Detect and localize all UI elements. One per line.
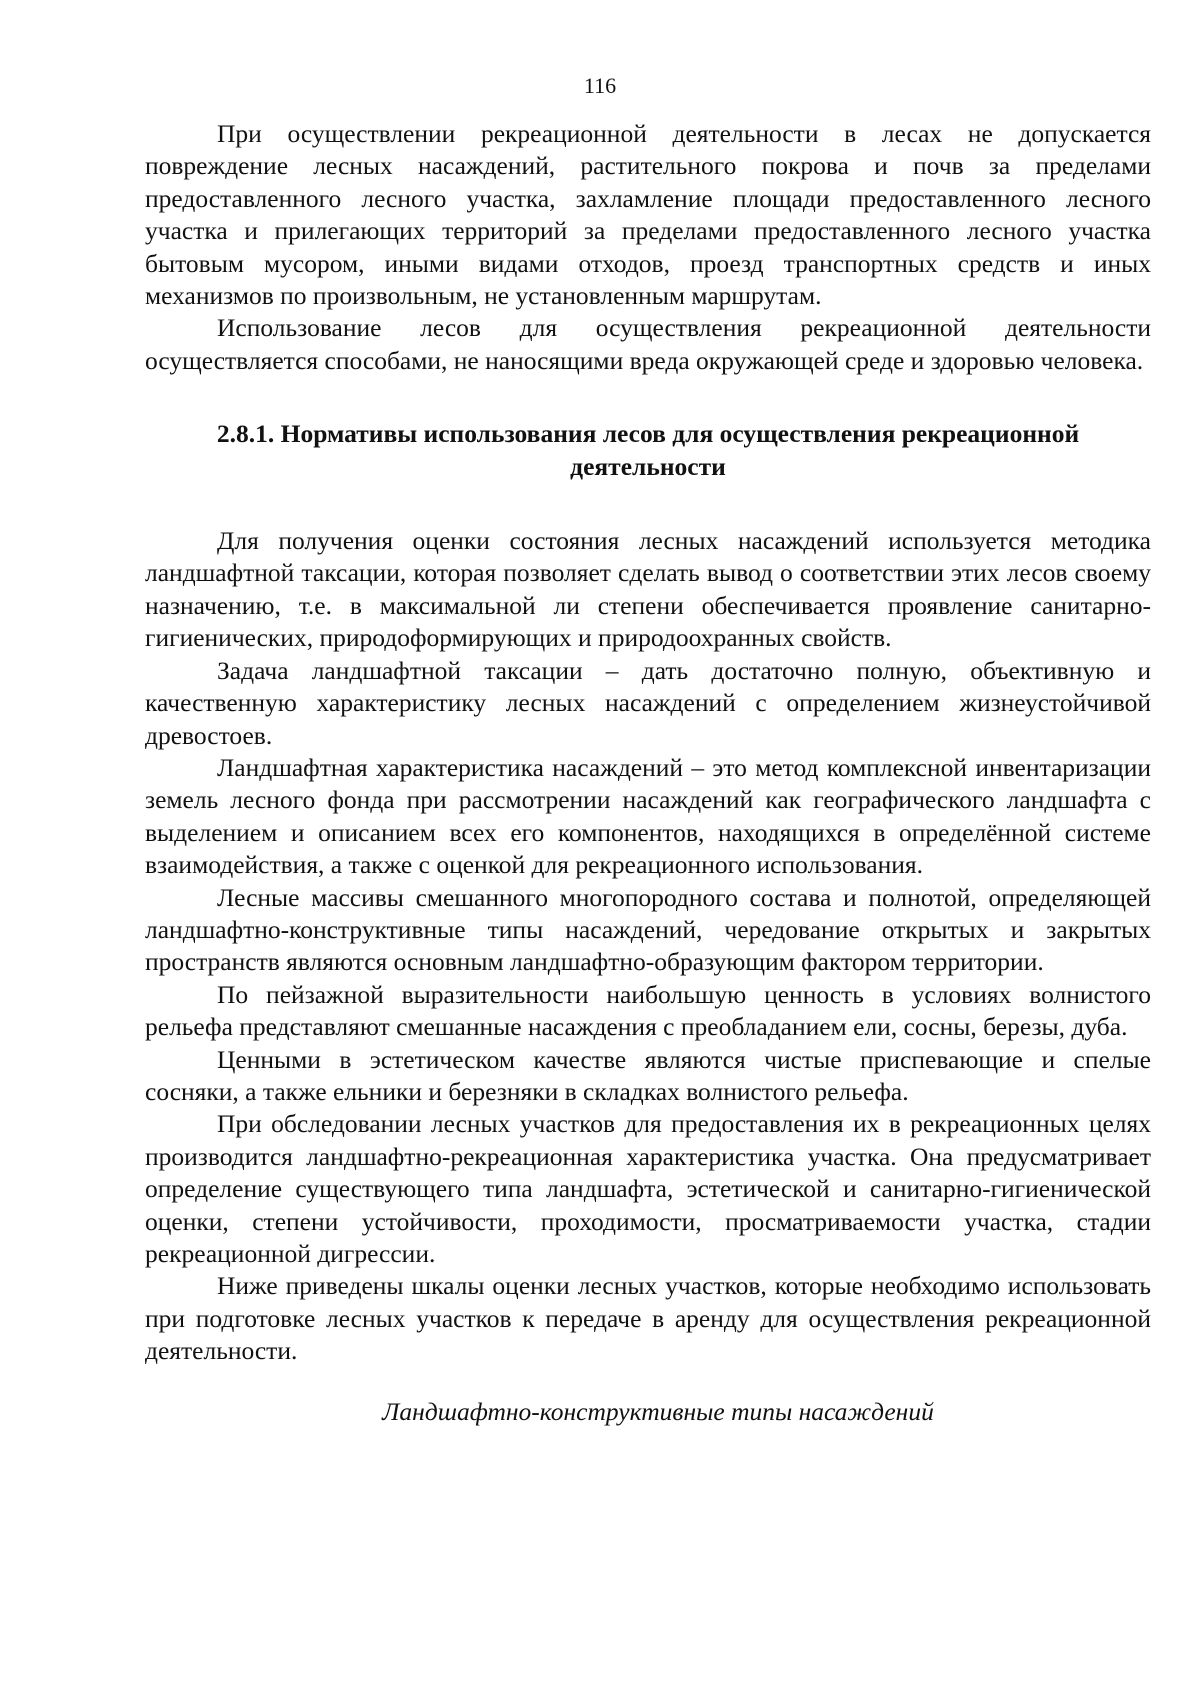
paragraph: Для получения оценки состояния лесных насаждений используется методика ландшафтной таксации, которая позволяет сделать вывод о соответствии этих лесов своему назначению, т.е. в максимальной ли степени обеспечивается проявление санитарно-гигиенических, природоформирующих и природоохранных свойств. [145, 526, 1151, 653]
paragraph: Ландшафтная характеристика насаждений – это метод комплексной инвентаризации земель лесного фонда при рассмотрении насаждений как географического ландшафта с выделением и описанием всех его компонентов, находящихся в определённой системе взаимодействия, а также с оценкой для рекреационного использования. [145, 752, 1151, 880]
paragraph: Ниже приведены шкалы оценки лесных участков, которые необходимо использовать при подготовке лесных участков к передаче в аренду для осуществления рекреационной деятельности. [145, 1271, 1151, 1366]
paragraph: Задача ландшафтной таксации – дать достаточно полную, объективную и качественную характеристику лесных насаждений с определением жизнеустойчивой древостоев. [145, 655, 1151, 750]
page-content [145, 118, 1151, 1428]
page-number: 116 [583, 73, 617, 98]
paragraph: При осуществлении рекреационной деятельности в лесах не допускается повреждение лесных насаждений, растительного покрова и почв за пределами предоставленного лесного участка, захламление площади предоставленного лесного участка и прилегающих территорий за пределами предоставленного лесного участка бытовым мусором, иными видами отходов, проезд транспортных средств и иных механизмов по произвольным, не установленным маршрутам. [145, 119, 1151, 311]
table-caption: Ландшафтно-конструктивные типы насаждений [382, 1396, 934, 1426]
paragraph: Использование лесов для осуществления рекреационной деятельности осуществляется способами, не наносящими вреда окружающей среде и здоровью человека. [145, 313, 1151, 375]
paragraph: Ценными в эстетическом качестве являются чистые приспевающие и спелые сосняки, а также ельники и березняки в складках волнистого рельефа. [145, 1044, 1151, 1106]
section-heading: 2.8.1. Нормативы использования лесов для осуществления рекреационной деятельности [216, 419, 1080, 481]
paragraph: По пейзажной выразительности наибольшую ценность в условиях волнистого рельефа представляют смешанные насаждения с преобладанием ели, сосны, березы, дуба. [145, 979, 1151, 1042]
paragraph: Лесные массивы смешанного многопородного состава и полнотой, определяющей ландшафтно-конструктивные типы насаждений, чередование открытых и закрытых пространств являются основным ландшафтно-образующим фактором территории. [145, 882, 1151, 977]
paragraph: При обследовании лесных участков для предоставления их в рекреационных целях производится ландшафтно-рекреационная характеристика участка. Она предусматривает определение существующего типа ландшафта, эстетической и санитарно-гигиенической оценки, степени устойчивости, проходимости, просматриваемости участка, стадии рекреационной дигрессии. [145, 1109, 1151, 1268]
